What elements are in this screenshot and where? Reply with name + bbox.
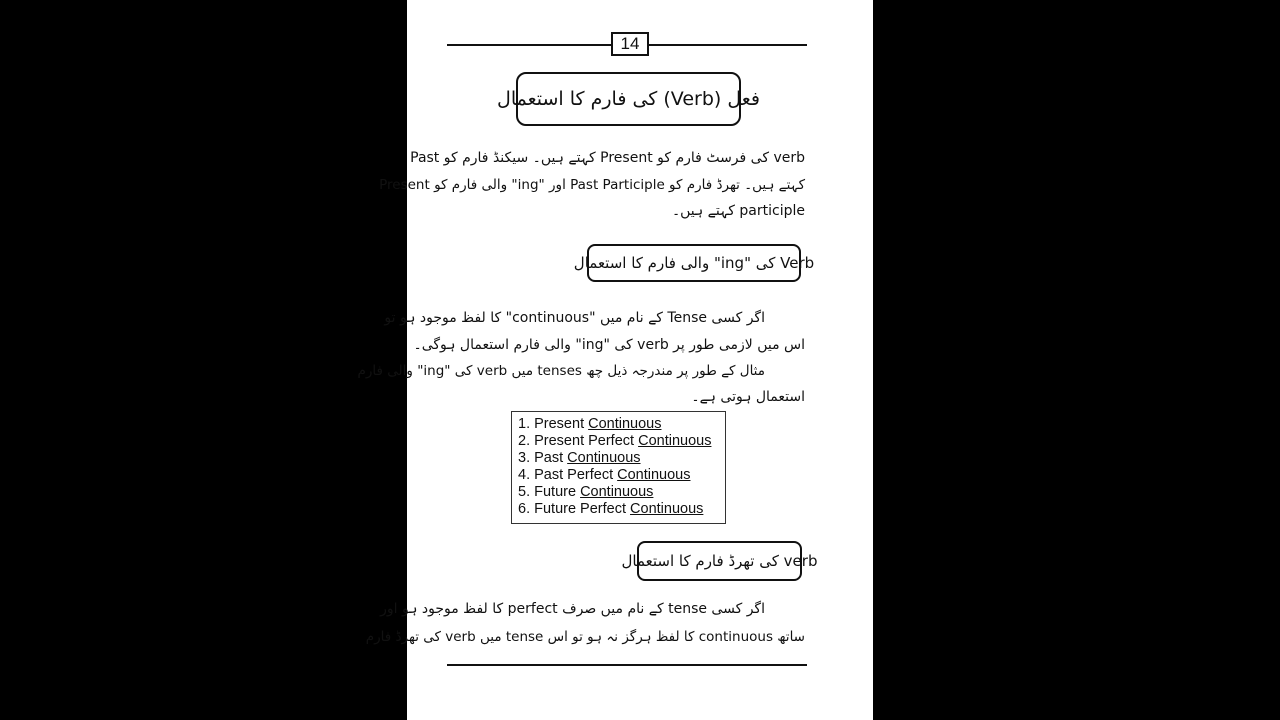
para2-line4: استعمال ہوتی ہے۔ [691, 389, 805, 405]
para1-line3: participle کہتے ہیں۔ [671, 203, 805, 219]
para1-line1: verb کی فرسٹ فارم کو Present کہتے ہیں۔ سیکنڈ فارم کو Past [410, 150, 805, 166]
para3-line1: اگر کسی tense کے نام میں صرف perfect کا لفظ موجود ہو اور [380, 601, 765, 617]
list-item: 2. Present Perfect Continuous [518, 433, 712, 449]
section-title-third-form-text: verb کی تھرڈ فارم کا استعمال [621, 552, 818, 570]
continuous-tenses-list [511, 411, 726, 524]
footer-rule [447, 664, 807, 666]
page-number: 14 [611, 32, 649, 56]
section-title-verb-forms-text: فعل (Verb) کی فارم کا استعمال [497, 88, 760, 110]
para2-line1: اگر کسی Tense کے نام میں "continuous" کا لفظ موجود ہو تو [384, 310, 765, 326]
list-item: 6. Future Perfect Continuous [518, 501, 704, 517]
list-item: 5. Future Continuous [518, 484, 654, 500]
section-title-ing-form [573, 244, 815, 282]
list-item: 4. Past Perfect Continuous [518, 467, 691, 483]
list-item: 1. Present Continuous [518, 416, 662, 432]
section-title-ing-form-text: Verb کی "ing" والی فارم کا استعمال [573, 254, 815, 272]
para3-line2: ساتھ continuous کا لفظ ہرگز نہ ہو تو اس tense میں verb کی تھرڈ فارم [365, 629, 805, 645]
para2-line3: مثال کے طور پر مندرجہ ذیل چھ tenses میں verb کی "ing" والی فارم [357, 363, 765, 379]
header-rule-right [649, 44, 807, 46]
list-item: 3. Past Continuous [518, 450, 641, 466]
section-title-verb-forms [497, 72, 760, 126]
header-rule-left [447, 44, 611, 46]
para1-line2: کہتے ہیں۔ تھرڈ فارم کو Past Participle اور "ing" والی فارم کو Present [379, 177, 805, 193]
book-page [357, 0, 873, 720]
para2-line2: اس میں لازمی طور پر verb کی "ing" والی فارم استعمال ہوگی۔ [413, 337, 805, 353]
section-title-third-form [621, 541, 818, 581]
